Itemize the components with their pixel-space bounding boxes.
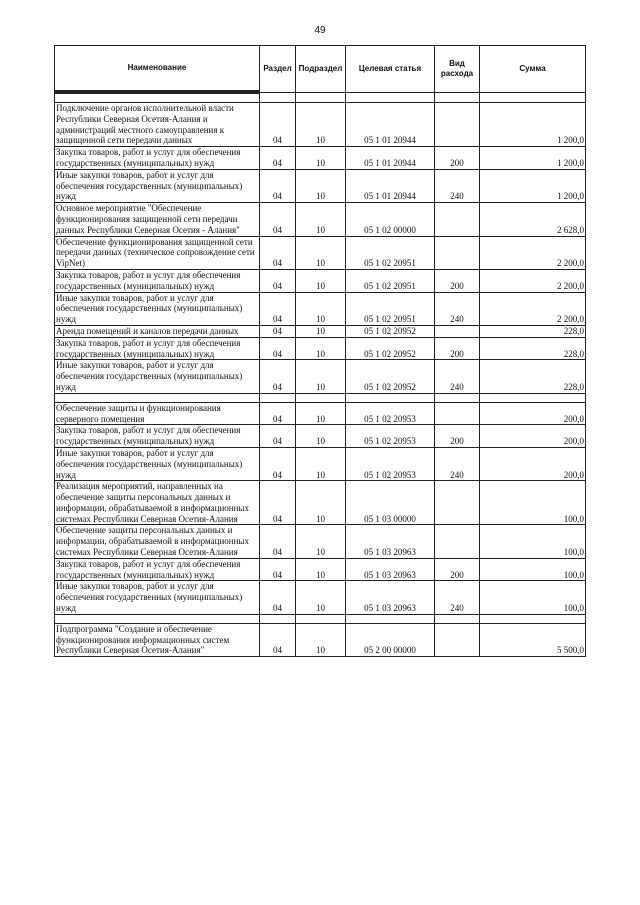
column-header-section: Раздел (260, 46, 296, 93)
spacer-cell (346, 92, 435, 103)
cell-section: 04 (260, 481, 296, 525)
cell-amount: 1 200,0 (480, 169, 586, 202)
cell-amount: 2 628,0 (480, 203, 586, 236)
page-number: 49 (314, 25, 326, 36)
cell-subsection: 10 (296, 447, 346, 480)
table-row (55, 269, 586, 292)
cell-target: 05 1 03 20963 (346, 525, 435, 558)
cell-expense-type: 200 (435, 147, 480, 170)
cell-subsection: 10 (296, 147, 346, 170)
column-header-subsection: Подраздел (296, 46, 346, 93)
cell-name: Иные закупки товаров, работ и услуг для обеспечения государственных (муниципальных) нужд (55, 581, 260, 614)
cell-section: 04 (260, 269, 296, 292)
cell-section: 04 (260, 623, 296, 656)
table-row (55, 402, 586, 425)
table-body (55, 92, 586, 657)
cell-expense-type: 240 (435, 292, 480, 325)
cell-section: 04 (260, 169, 296, 202)
cell-amount: 100,0 (480, 481, 586, 525)
budget-table (54, 45, 586, 657)
table-row (55, 481, 586, 525)
table-row (55, 147, 586, 170)
cell-subsection: 10 (296, 623, 346, 656)
cell-name: Иные закупки товаров, работ и услуг для обеспечения государственных (муниципальных) нужд (55, 292, 260, 325)
cell-target: 05 1 01 20944 (346, 169, 435, 202)
cell-subsection: 10 (296, 292, 346, 325)
cell-name: Основное мероприятие "Обеспечение функционирования защищенной сети передачи данных Республики Северная Осетия - Алания" (55, 203, 260, 236)
spacer-cell (346, 614, 435, 623)
cell-expense-type: 240 (435, 581, 480, 614)
cell-target: 05 1 02 00000 (346, 203, 435, 236)
cell-amount: 228,0 (480, 337, 586, 360)
cell-target: 05 1 02 20953 (346, 447, 435, 480)
cell-amount: 228,0 (480, 325, 586, 337)
cell-section: 04 (260, 203, 296, 236)
cell-expense-type (435, 325, 480, 337)
cell-expense-type (435, 525, 480, 558)
row-spacer (55, 92, 586, 103)
spacer-cell (55, 393, 260, 402)
cell-name: Аренда помещений и каналов передачи данных (55, 325, 260, 337)
cell-amount: 2 200,0 (480, 236, 586, 269)
row-spacer (55, 614, 586, 623)
cell-amount: 100,0 (480, 558, 586, 581)
cell-subsection: 10 (296, 236, 346, 269)
cell-expense-type (435, 402, 480, 425)
cell-subsection: 10 (296, 337, 346, 360)
cell-subsection: 10 (296, 481, 346, 525)
cell-target: 05 1 01 20944 (346, 147, 435, 170)
spacer-cell (55, 614, 260, 623)
spacer-cell (55, 92, 260, 103)
table-row (55, 325, 586, 337)
table-row (55, 292, 586, 325)
spacer-cell (260, 92, 296, 103)
cell-name: Закупка товаров, работ и услуг для обеспечения государственных (муниципальных) нужд (55, 147, 260, 170)
spacer-cell (480, 614, 586, 623)
spacer-cell (296, 393, 346, 402)
cell-target: 05 1 03 20963 (346, 581, 435, 614)
cell-section: 04 (260, 558, 296, 581)
cell-name: Подпрограмма "Создание и обеспечение функционирования информационных систем Республики Северная Осетия-Алания" (55, 623, 260, 656)
cell-amount: 100,0 (480, 581, 586, 614)
cell-section: 04 (260, 325, 296, 337)
cell-section: 04 (260, 402, 296, 425)
cell-target: 05 1 03 00000 (346, 481, 435, 525)
cell-subsection: 10 (296, 203, 346, 236)
cell-target: 05 1 03 20963 (346, 558, 435, 581)
spacer-cell (435, 92, 480, 103)
table-row (55, 623, 586, 656)
cell-section: 04 (260, 337, 296, 360)
cell-section: 04 (260, 581, 296, 614)
cell-amount: 200,0 (480, 447, 586, 480)
cell-name: Закупка товаров, работ и услуг для обеспечения государственных (муниципальных) нужд (55, 425, 260, 448)
row-spacer (55, 393, 586, 402)
cell-expense-type (435, 623, 480, 656)
cell-target: 05 1 02 20952 (346, 360, 435, 393)
table-row (55, 425, 586, 448)
cell-expense-type: 200 (435, 558, 480, 581)
column-header-amount: Сумма (480, 46, 586, 93)
table-row (55, 103, 586, 147)
cell-name: Иные закупки товаров, работ и услуг для обеспечения государственных (муниципальных) нужд (55, 447, 260, 480)
spacer-cell (260, 614, 296, 623)
table-header-row (55, 46, 586, 93)
spacer-cell (346, 393, 435, 402)
cell-expense-type: 240 (435, 169, 480, 202)
cell-section: 04 (260, 447, 296, 480)
cell-section: 04 (260, 360, 296, 393)
cell-section: 04 (260, 147, 296, 170)
cell-target: 05 1 02 20953 (346, 402, 435, 425)
cell-target: 05 1 01 20944 (346, 103, 435, 147)
cell-amount: 2 200,0 (480, 292, 586, 325)
cell-amount: 1 200,0 (480, 103, 586, 147)
cell-expense-type (435, 103, 480, 147)
spacer-cell (435, 614, 480, 623)
cell-name: Реализация мероприятий, направленных на обеспечение защиты персональных данных и информации, обрабатываемой в информационных системах Республики Северная Осетия-Алания (55, 481, 260, 525)
cell-name: Закупка товаров, работ и услуг для обеспечения государственных (муниципальных) нужд (55, 337, 260, 360)
cell-expense-type (435, 481, 480, 525)
cell-expense-type (435, 236, 480, 269)
cell-target: 05 1 02 20952 (346, 325, 435, 337)
cell-expense-type: 200 (435, 337, 480, 360)
spacer-cell (260, 393, 296, 402)
table-row (55, 360, 586, 393)
cell-amount: 200,0 (480, 425, 586, 448)
cell-subsection: 10 (296, 169, 346, 202)
cell-subsection: 10 (296, 525, 346, 558)
cell-name: Иные закупки товаров, работ и услуг для обеспечения государственных (муниципальных) нужд (55, 360, 260, 393)
cell-name: Обеспечение защиты и функционирования серверного помещения (55, 402, 260, 425)
cell-target: 05 1 02 20952 (346, 337, 435, 360)
table-row (55, 337, 586, 360)
cell-name: Обеспечение защиты персональных данных и информации, обрабатываемой в информационных системах Республики Северная Осетия-Алания (55, 525, 260, 558)
cell-name: Подключение органов исполнительной власти Республики Северная Осетия-Алания и администраций местного самоуправления к защищенной сети передачи данных (55, 103, 260, 147)
cell-expense-type: 200 (435, 425, 480, 448)
cell-subsection: 10 (296, 269, 346, 292)
cell-section: 04 (260, 103, 296, 147)
column-header-expense-type: Вид расхода (435, 46, 480, 93)
cell-target: 05 1 02 20951 (346, 269, 435, 292)
spacer-cell (296, 614, 346, 623)
cell-amount: 100,0 (480, 525, 586, 558)
table-row (55, 581, 586, 614)
table-row (55, 169, 586, 202)
table-row (55, 447, 586, 480)
cell-subsection: 10 (296, 581, 346, 614)
cell-amount: 228,0 (480, 360, 586, 393)
cell-expense-type: 240 (435, 360, 480, 393)
cell-section: 04 (260, 236, 296, 269)
cell-subsection: 10 (296, 103, 346, 147)
cell-section: 04 (260, 525, 296, 558)
cell-subsection: 10 (296, 360, 346, 393)
cell-target: 05 1 02 20951 (346, 236, 435, 269)
cell-target: 05 2 00 00000 (346, 623, 435, 656)
cell-expense-type: 200 (435, 269, 480, 292)
table-row (55, 236, 586, 269)
table-row (55, 203, 586, 236)
cell-amount: 2 200,0 (480, 269, 586, 292)
cell-amount: 1 200,0 (480, 147, 586, 170)
cell-subsection: 10 (296, 325, 346, 337)
cell-subsection: 10 (296, 425, 346, 448)
cell-name: Закупка товаров, работ и услуг для обеспечения государственных (муниципальных) нужд (55, 558, 260, 581)
cell-expense-type: 240 (435, 447, 480, 480)
cell-target: 05 1 02 20953 (346, 425, 435, 448)
cell-expense-type (435, 203, 480, 236)
cell-name: Иные закупки товаров, работ и услуг для обеспечения государственных (муниципальных) нужд (55, 169, 260, 202)
spacer-cell (296, 92, 346, 103)
spacer-cell (480, 393, 586, 402)
cell-section: 04 (260, 292, 296, 325)
cell-amount: 200,0 (480, 402, 586, 425)
spacer-cell (435, 393, 480, 402)
table-row (55, 558, 586, 581)
column-header-target: Целевая статья (346, 46, 435, 93)
cell-section: 04 (260, 425, 296, 448)
column-header-name: Наименование (55, 46, 260, 93)
cell-subsection: 10 (296, 558, 346, 581)
spacer-cell (480, 92, 586, 103)
table-row (55, 525, 586, 558)
cell-amount: 5 500,0 (480, 623, 586, 656)
cell-name: Обеспечение функционирования защищенной сети передачи данных (техническое сопровождение сети VipNet) (55, 236, 260, 269)
cell-subsection: 10 (296, 402, 346, 425)
cell-name: Закупка товаров, работ и услуг для обеспечения государственных (муниципальных) нужд (55, 269, 260, 292)
cell-target: 05 1 02 20951 (346, 292, 435, 325)
